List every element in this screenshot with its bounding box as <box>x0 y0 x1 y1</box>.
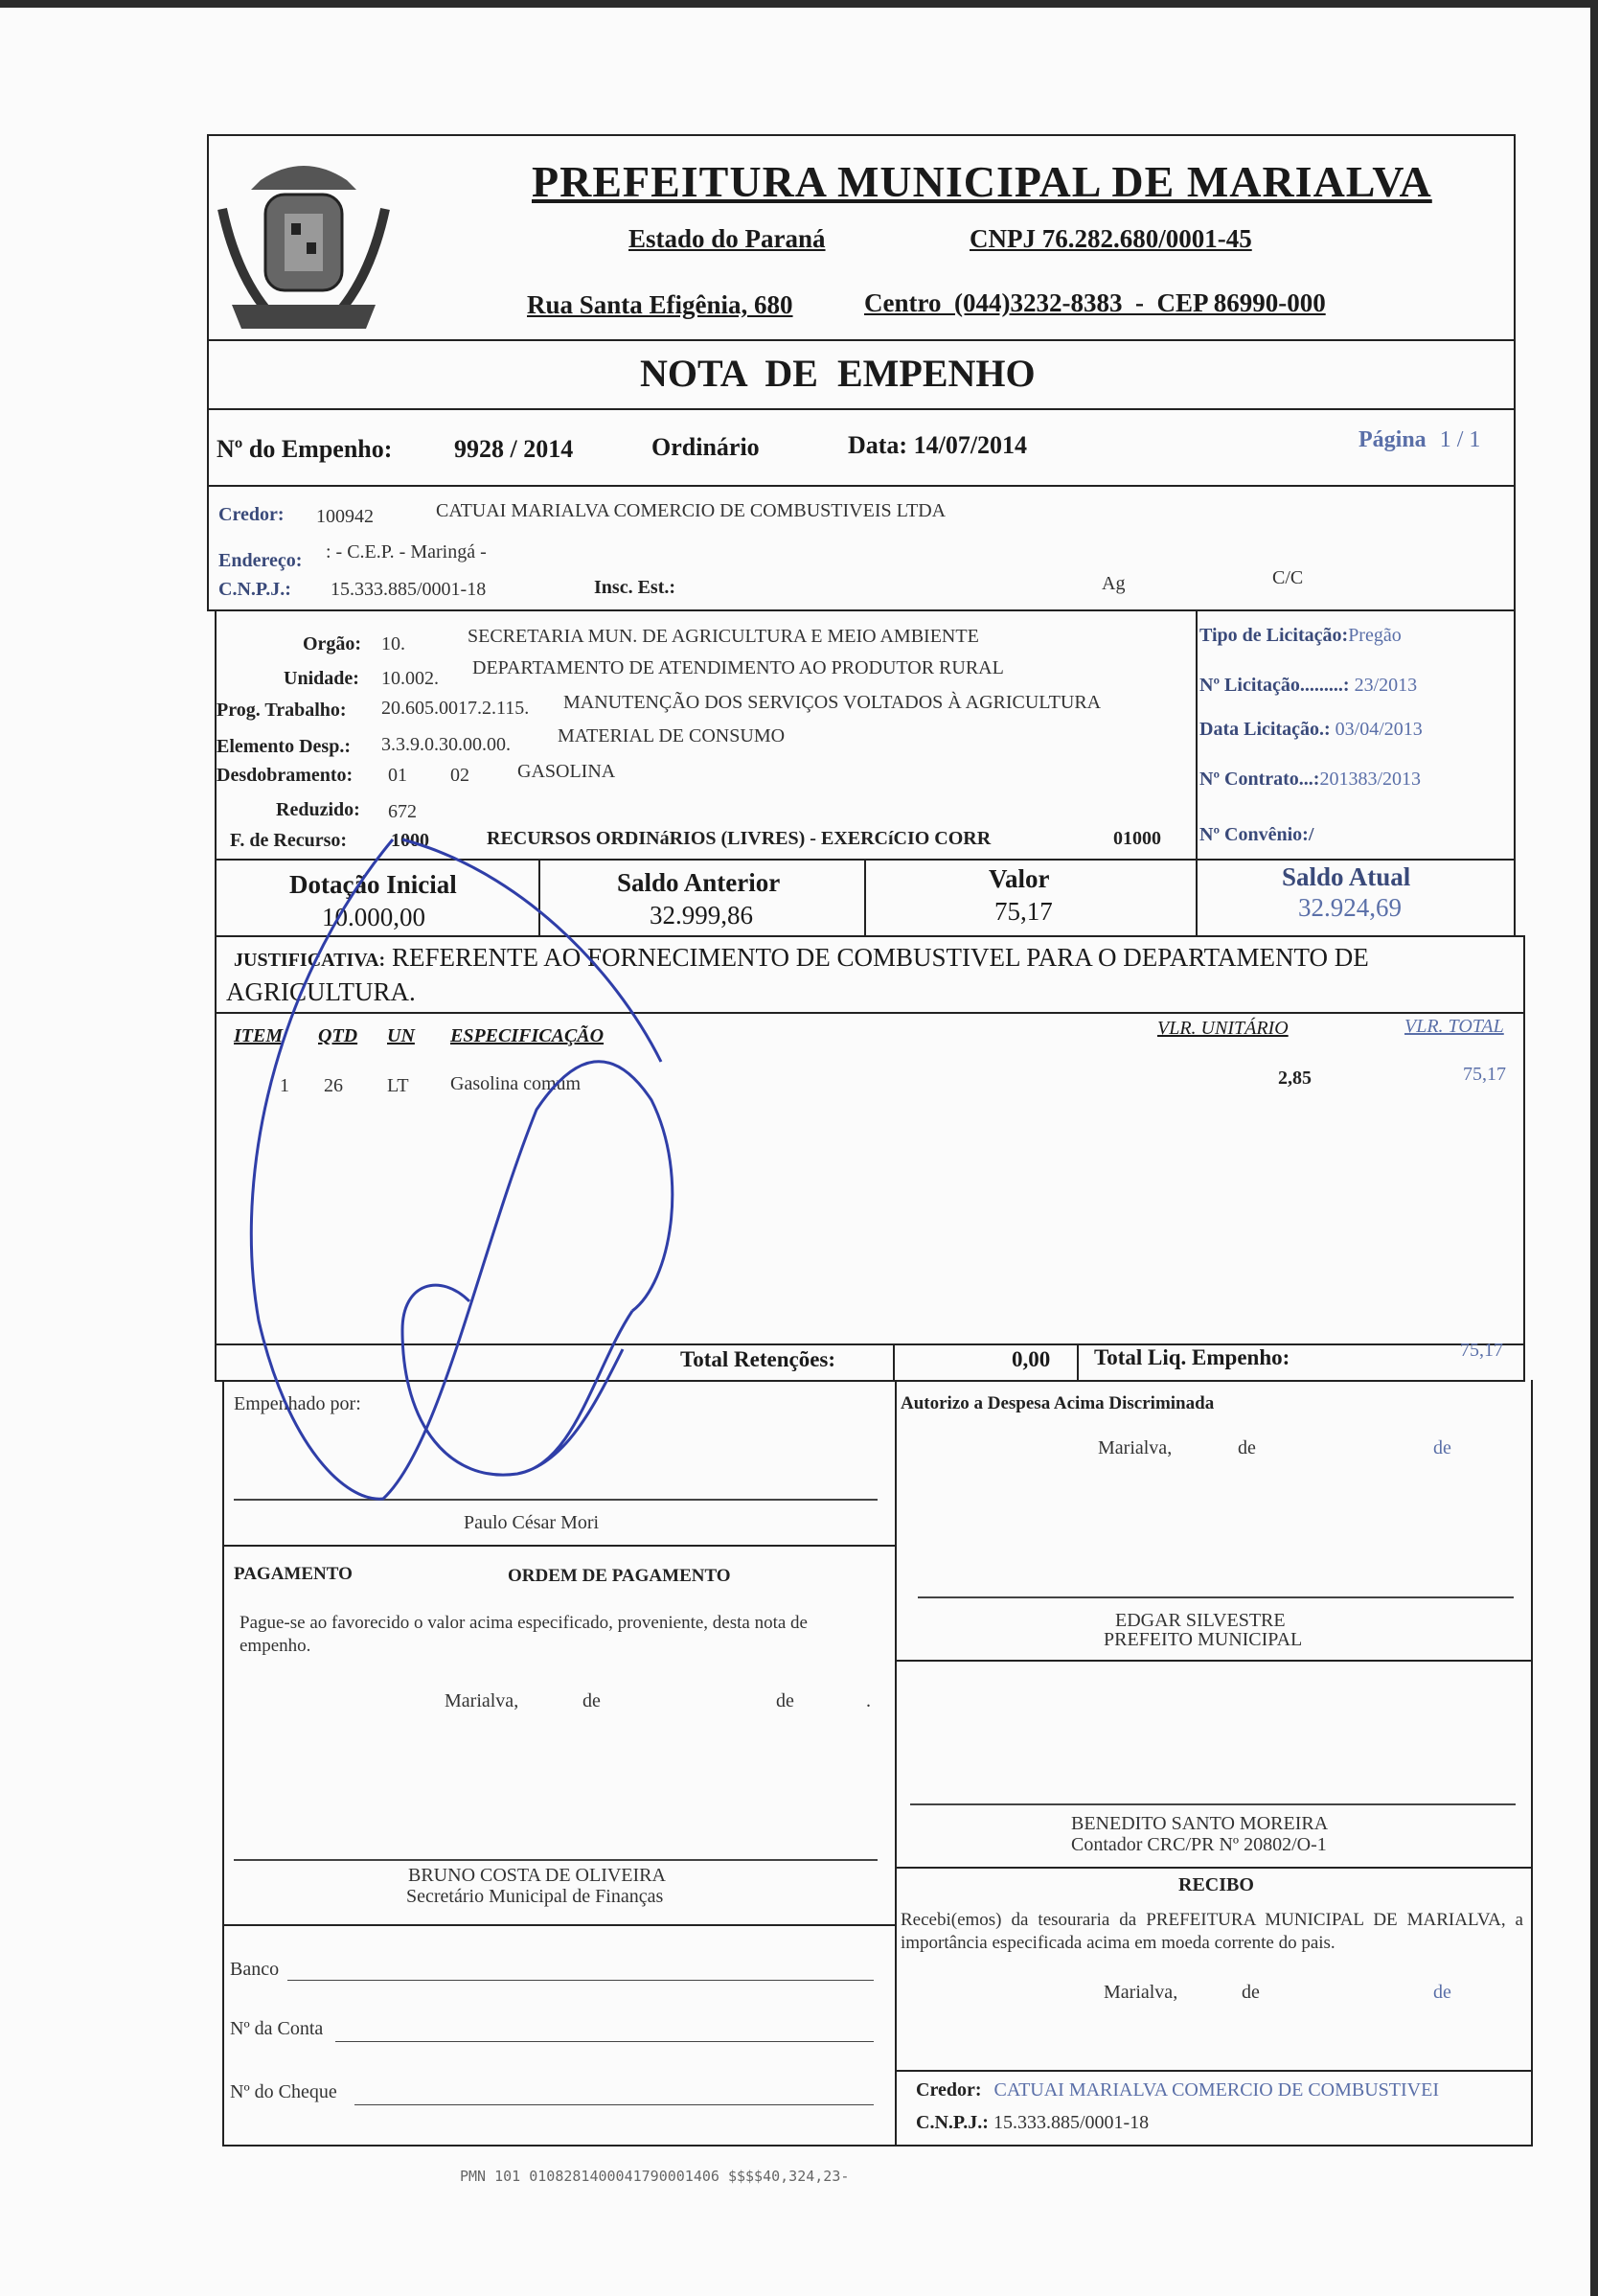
justificativa-label: JUSTIFICATIVA: <box>234 950 386 971</box>
doc-title: NOTA DE EMPENHO <box>640 352 1036 395</box>
prefeito-role: PREFEITO MUNICIPAL <box>1104 1629 1303 1650</box>
recurso-label: F. de Recurso: <box>230 830 348 851</box>
recurso-number: 01000 <box>1113 828 1161 849</box>
desdobramento-label: Desdobramento: <box>217 765 354 786</box>
saldo-atual-value: 32.924,69 <box>1298 893 1402 922</box>
col-header-un: UN <box>387 1025 415 1046</box>
licitacao-data-label: Data Licitação.: <box>1199 719 1331 740</box>
liq-value: 75,17 <box>1460 1340 1503 1361</box>
recibo-de-1: de <box>1242 1982 1260 2003</box>
retencoes-label: Total Retenções: <box>680 1347 836 1371</box>
contrato-label: Nº Contrato...: <box>1199 769 1320 790</box>
saldo-anterior-value: 32.999,86 <box>650 901 753 930</box>
recibo-city: Marialva, <box>1104 1982 1178 2003</box>
prog-code: 20.605.0017.2.115. <box>381 698 530 719</box>
pagamento-dot: . <box>866 1690 871 1711</box>
credor-name: CATUAI MARIALVA COMERCIO DE COMBUSTIVEIS LTDA <box>436 500 947 521</box>
row-vlr-unit: 2,85 <box>1278 1068 1312 1089</box>
handwritten-signature <box>0 8 1590 2296</box>
licitacao-numero-value: 23/2013 <box>1354 675 1418 696</box>
secretario-role: Secretário Municipal de Finanças <box>406 1886 664 1907</box>
header-address: Rua Santa Efigênia, 680 <box>527 290 793 319</box>
autorizo-city: Marialva, <box>1098 1437 1173 1458</box>
pagamento-text: Pague-se ao favorecido o valor acima especificado, proveniente, desta nota de empenho. <box>240 1613 808 1656</box>
row-item: 1 <box>280 1075 289 1096</box>
elemento-name: MATERIAL DE CONSUMO <box>558 725 786 746</box>
recibo-credor-label: Credor: <box>916 2079 982 2101</box>
endereco-label: Endereço: <box>218 550 303 571</box>
page-word: Página <box>1358 427 1427 452</box>
credor-code: 100942 <box>316 506 374 527</box>
header-cnpj: CNPJ 76.282.680/0001-45 <box>970 224 1252 253</box>
header-contacts: Centro (044)3232-8383 - CEP 86990-000 <box>864 288 1326 317</box>
recibo-cnpj-label: C.N.P.J.: <box>916 2112 989 2133</box>
page-number: 1 / 1 <box>1439 427 1481 452</box>
autorizo-de-2: de <box>1433 1437 1451 1458</box>
banco-label: Banco <box>230 1959 280 1980</box>
licitacao-tipo-value: Pregão <box>1348 625 1402 646</box>
col-header-espec: ESPECIFICAÇÃO <box>450 1025 605 1046</box>
conta-label: Nº da Conta <box>230 2018 324 2039</box>
orgao-name: SECRETARIA MUN. DE AGRICULTURA E MEIO AMBIENTE <box>468 626 979 647</box>
recurso-name: RECURSOS ORDINáRIOS (LIVRES) - EXERCíCIO CORR <box>487 828 992 849</box>
row-un: LT <box>387 1075 409 1096</box>
pagamento-de-2: de <box>776 1690 794 1711</box>
insc-label: Insc. Est.: <box>594 577 676 598</box>
recibo-cnpj-value: 15.333.885/0001-18 <box>993 2112 1150 2133</box>
ordem-label: ORDEM DE PAGAMENTO <box>508 1566 731 1586</box>
cnpj-label: C.N.P.J.: <box>218 579 291 600</box>
elemento-label: Elemento Desp.: <box>217 736 351 757</box>
reduzido-value: 672 <box>388 801 417 822</box>
licitacao-tipo-label: Tipo de Licitação: <box>1199 625 1349 646</box>
col-header-item: ITEM <box>234 1025 284 1046</box>
row-qtd: 26 <box>324 1075 343 1096</box>
reduzido-label: Reduzido: <box>276 799 360 820</box>
valor-value: 75,17 <box>994 897 1053 926</box>
unidade-code: 10.002. <box>381 668 439 689</box>
dotacao-value: 10.000,00 <box>322 903 425 931</box>
contador-role: Contador CRC/PR Nº 20802/O-1 <box>1071 1834 1327 1855</box>
convenio-label: Nº Convênio:/ <box>1199 824 1314 845</box>
prog-label: Prog. Trabalho: <box>217 700 347 721</box>
col-header-vlr-total: VLR. TOTAL <box>1404 1016 1504 1037</box>
saldo-anterior-label: Saldo Anterior <box>617 868 781 897</box>
desdobramento-name: GASOLINA <box>517 761 616 782</box>
licitacao-data-value: 03/04/2013 <box>1335 719 1423 740</box>
prefeito-name: EDGAR SILVESTRE <box>1115 1610 1286 1631</box>
desdobramento-code-1: 01 <box>388 765 407 786</box>
unidade-name: DEPARTAMENTO DE ATENDIMENTO AO PRODUTOR RURAL <box>472 657 1004 678</box>
orgao-code: 10. <box>381 633 405 654</box>
pagamento-label: PAGAMENTO <box>234 1564 353 1584</box>
licitacao-numero-label: Nº Licitação.........: <box>1199 675 1350 696</box>
col-header-qtd: QTD <box>318 1025 358 1046</box>
credor-label: Credor: <box>218 504 285 525</box>
unidade-label: Unidade: <box>284 668 359 689</box>
row-espec: Gasolina comum <box>450 1073 582 1094</box>
dotacao-label: Dotação Inicial <box>289 870 457 899</box>
document-page <box>0 8 1590 2296</box>
empenho-number: 9928 / 2014 <box>454 435 574 463</box>
endereco-value: : - C.E.P. - Maringá - <box>326 541 487 563</box>
cnpj-value: 15.333.885/0001-18 <box>331 579 487 600</box>
footer-code: PMN 101 0108281400041790001406 $$$$40,324,23- <box>460 2168 850 2185</box>
justificativa-text-2: AGRICULTURA. <box>226 977 416 1006</box>
liq-label: Total Liq. Empenho: <box>1094 1345 1290 1369</box>
empenho-date: Data: 14/07/2014 <box>848 431 1028 459</box>
header-state: Estado do Paraná <box>628 224 826 253</box>
prog-name: MANUTENÇÃO DOS SERVIÇOS VOLTADOS À AGRICULTURA <box>563 692 1102 713</box>
secretario-name: BRUNO COSTA DE OLIVEIRA <box>408 1865 666 1886</box>
autorizo-de-1: de <box>1238 1437 1256 1458</box>
desdobramento-code-2: 02 <box>450 765 469 786</box>
pagamento-de-1: de <box>582 1690 601 1711</box>
col-header-vlr-unit: VLR. UNITÁRIO <box>1157 1018 1289 1039</box>
recibo-credor-value: CATUAI MARIALVA COMERCIO DE COMBUSTIVEI <box>993 2079 1439 2101</box>
autorizo-label: Autorizo a Despesa Acima Discriminada <box>901 1393 1215 1413</box>
cheque-label: Nº do Cheque <box>230 2081 337 2102</box>
header-title: PREFEITURA MUNICIPAL DE MARIALVA <box>532 157 1432 206</box>
retencoes-value: 0,00 <box>1012 1347 1051 1371</box>
ag-label: Ag <box>1102 573 1126 594</box>
cc-label: C/C <box>1272 567 1304 588</box>
recibo-de-2: de <box>1433 1982 1451 2003</box>
empenho-type: Ordinário <box>651 433 760 461</box>
justificativa-text-1: REFERENTE AO FORNECIMENTO DE COMBUSTIVEL PARA O DEPARTAMENTO DE <box>391 943 1369 972</box>
elemento-code: 3.3.9.0.30.00.00. <box>381 734 511 755</box>
recibo-text: Recebi(emos) da tesouraria da PREFEITURA MUNICIPAL DE MARIALVA, a importância especificada acima em moeda corrente do pais. <box>901 1910 1523 1953</box>
recibo-title: RECIBO <box>1178 1874 1254 1895</box>
contrato-value: 201383/2013 <box>1319 769 1422 790</box>
empenhado-label: Empenhado por: <box>234 1393 361 1414</box>
valor-label: Valor <box>989 864 1050 893</box>
empenho-label: Nº do Empenho: <box>217 435 393 463</box>
empenhado-name: Paulo César Mori <box>464 1512 600 1533</box>
orgao-label: Orgão: <box>303 633 362 654</box>
recurso-code: 1000 <box>391 830 429 851</box>
saldo-atual-label: Saldo Atual <box>1282 862 1411 891</box>
row-vlr-total: 75,17 <box>1463 1064 1506 1085</box>
pagamento-city: Marialva, <box>445 1690 519 1711</box>
contador-name: BENEDITO SANTO MOREIRA <box>1071 1813 1329 1834</box>
